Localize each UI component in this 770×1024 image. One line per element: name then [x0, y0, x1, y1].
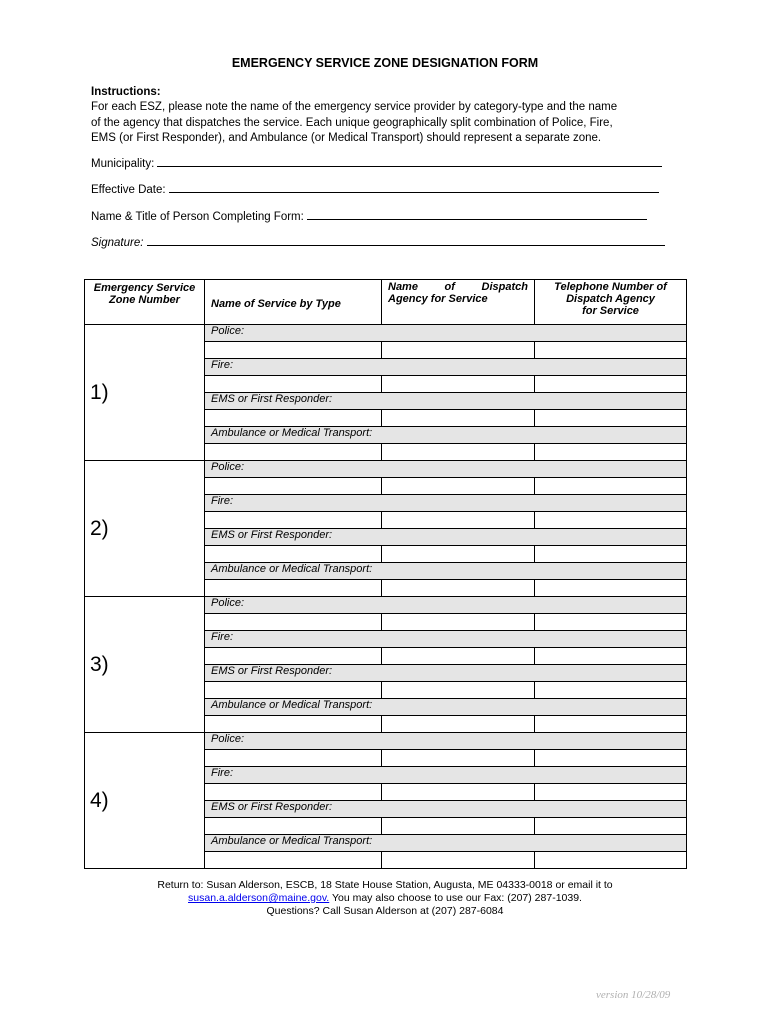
footer-questions-line: Questions? Call Susan Alderson at (207) 287-6084 [266, 905, 504, 917]
signature-line[interactable] [147, 235, 665, 246]
dispatch-agency-cell[interactable] [382, 614, 535, 631]
header-dispatch-line-2: Agency for Service [388, 293, 488, 305]
service-name-cell[interactable] [205, 478, 382, 495]
table-header-row [85, 280, 687, 325]
category-label: Police: [205, 461, 687, 478]
service-name-cell[interactable] [205, 682, 382, 699]
header-dispatch-line-1: Name of Dispatch [388, 281, 528, 293]
effective-date-line[interactable] [169, 182, 659, 193]
category-label: EMS or First Responder: [205, 801, 687, 818]
dispatch-agency-cell[interactable] [382, 852, 535, 869]
instructions-line-3: EMS (or First Responder), and Ambulance (or Medical Transport) should represent a separate zone. [91, 132, 602, 144]
service-name-cell[interactable] [205, 852, 382, 869]
name-title-field[interactable] [91, 209, 647, 223]
category-row [85, 733, 687, 750]
service-name-cell[interactable] [205, 444, 382, 461]
service-name-cell[interactable] [205, 512, 382, 529]
telephone-cell[interactable] [535, 614, 687, 631]
footer [0, 879, 770, 918]
dispatch-agency-cell[interactable] [382, 580, 535, 597]
telephone-cell[interactable] [535, 478, 687, 495]
category-label: Fire: [205, 767, 687, 784]
instructions-line-1: For each ESZ, please note the name of the emergency service provider by category-type and the name [91, 101, 618, 113]
telephone-cell[interactable] [535, 444, 687, 461]
effective-date-label: Effective Date: [91, 184, 166, 196]
signature-field[interactable] [91, 235, 665, 249]
dispatch-agency-cell[interactable] [382, 444, 535, 461]
telephone-cell[interactable] [535, 750, 687, 767]
category-label: Fire: [205, 631, 687, 648]
name-title-line[interactable] [307, 209, 647, 220]
category-row [85, 597, 687, 614]
header-zone-line-1: Emergency Service [93, 282, 196, 294]
footer-return-line: Return to: Susan Alderson, ESCB, 18 State House Station, Augusta, ME 04333-0018 or email it to [157, 879, 613, 891]
category-label: Police: [205, 325, 687, 342]
service-name-cell[interactable] [205, 614, 382, 631]
category-label: EMS or First Responder: [205, 529, 687, 546]
category-label: Fire: [205, 495, 687, 512]
header-zone-number [85, 280, 205, 325]
header-telephone [535, 280, 687, 325]
header-phone-line-1: Telephone Number of [554, 281, 667, 293]
category-label: Ambulance or Medical Transport: [205, 699, 687, 716]
service-name-cell[interactable] [205, 580, 382, 597]
service-name-cell[interactable] [205, 342, 382, 359]
header-dispatch-agency [382, 280, 535, 325]
esz-table [84, 279, 687, 869]
telephone-cell[interactable] [535, 410, 687, 427]
service-name-cell[interactable] [205, 750, 382, 767]
dispatch-agency-cell[interactable] [382, 818, 535, 835]
instructions-line-2: of the agency that dispatches the service. Each unique geographically split combination of Police, Fire, [91, 116, 613, 129]
telephone-cell[interactable] [535, 852, 687, 869]
telephone-cell[interactable] [535, 784, 687, 801]
instructions-text [91, 100, 681, 147]
service-name-cell[interactable] [205, 410, 382, 427]
service-name-cell[interactable] [205, 784, 382, 801]
zone-number-cell: 4) [85, 733, 205, 869]
dispatch-agency-cell[interactable] [382, 648, 535, 665]
dispatch-agency-cell[interactable] [382, 682, 535, 699]
zone-number-cell: 2) [85, 461, 205, 597]
category-row [85, 325, 687, 342]
service-name-cell[interactable] [205, 648, 382, 665]
header-zone-line-2: Zone Number [109, 294, 180, 306]
dispatch-agency-cell[interactable] [382, 410, 535, 427]
zone-number-cell: 1) [85, 325, 205, 461]
dispatch-agency-cell[interactable] [382, 376, 535, 393]
email-link[interactable]: susan.a.alderson@maine.gov. [188, 892, 330, 904]
service-name-cell[interactable] [205, 818, 382, 835]
category-label: Ambulance or Medical Transport: [205, 427, 687, 444]
telephone-cell[interactable] [535, 512, 687, 529]
dispatch-agency-cell[interactable] [382, 750, 535, 767]
name-title-label: Name & Title of Person Completing Form: [91, 211, 304, 223]
instructions-heading: Instructions: [91, 86, 161, 98]
service-name-cell[interactable] [205, 546, 382, 563]
dispatch-agency-cell[interactable] [382, 342, 535, 359]
service-name-cell[interactable] [205, 376, 382, 393]
category-label: Police: [205, 597, 687, 614]
header-phone-line-3: for Service [582, 305, 639, 317]
telephone-cell[interactable] [535, 648, 687, 665]
category-label: EMS or First Responder: [205, 393, 687, 410]
dispatch-agency-cell[interactable] [382, 512, 535, 529]
telephone-cell[interactable] [535, 376, 687, 393]
category-label: EMS or First Responder: [205, 665, 687, 682]
zone-number-cell: 3) [85, 597, 205, 733]
dispatch-agency-cell[interactable] [382, 478, 535, 495]
footer-contact-line [0, 892, 770, 905]
telephone-cell[interactable] [535, 580, 687, 597]
category-row [85, 461, 687, 478]
telephone-cell[interactable] [535, 716, 687, 733]
category-label: Fire: [205, 359, 687, 376]
telephone-cell[interactable] [535, 342, 687, 359]
form-title: EMERGENCY SERVICE ZONE DESIGNATION FORM [231, 56, 539, 70]
municipality-label: Municipality: [91, 158, 155, 170]
telephone-cell[interactable] [535, 818, 687, 835]
dispatch-agency-cell[interactable] [382, 784, 535, 801]
version-label: version 10/28/09 [596, 989, 671, 1001]
category-label: Ambulance or Medical Transport: [205, 835, 687, 852]
municipality-line[interactable] [157, 156, 662, 167]
category-label: Ambulance or Medical Transport: [205, 563, 687, 580]
municipality-field[interactable] [91, 156, 662, 170]
telephone-cell[interactable] [535, 546, 687, 563]
dispatch-agency-cell[interactable] [382, 716, 535, 733]
effective-date-field[interactable] [91, 182, 659, 196]
signature-label: Signature: [91, 237, 144, 249]
telephone-cell[interactable] [535, 682, 687, 699]
category-label: Police: [205, 733, 687, 750]
service-name-cell[interactable] [205, 716, 382, 733]
footer-fax-text: You may also choose to use our Fax: (207) 287-1039. [329, 892, 582, 904]
header-service-name: Name of Service by Type [205, 280, 382, 325]
dispatch-agency-cell[interactable] [382, 546, 535, 563]
header-phone-line-2: Dispatch Agency [566, 293, 655, 305]
